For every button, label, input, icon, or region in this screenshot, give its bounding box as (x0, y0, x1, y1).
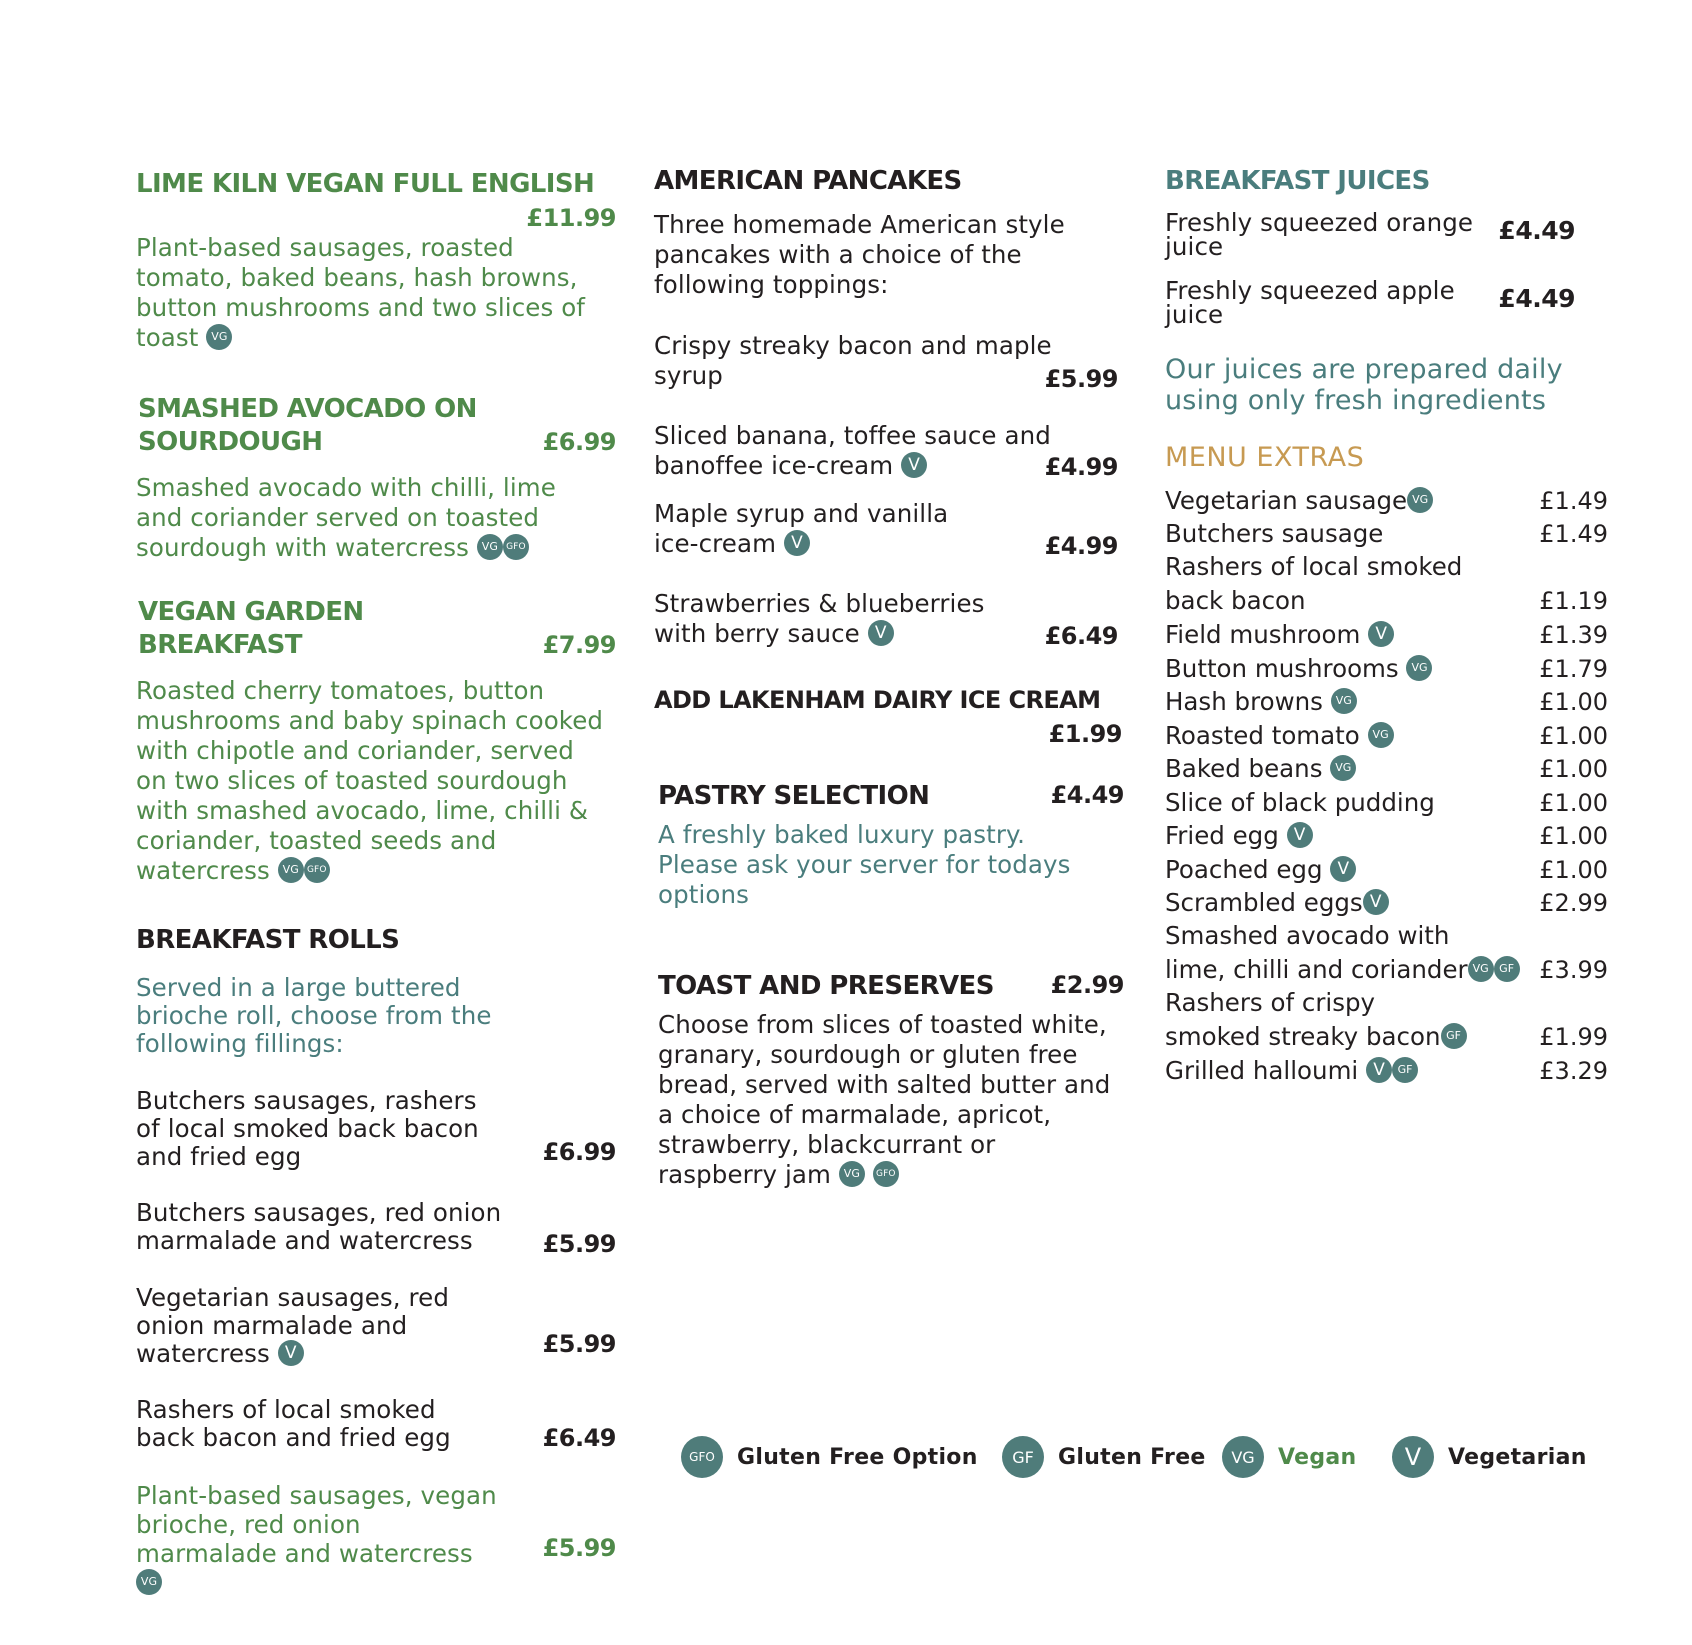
pancake-item-price: £4.99 (1044, 532, 1118, 560)
gluten-free-option-badge-icon: GFO (681, 1436, 723, 1478)
vegan-badge-icon: VG (1368, 722, 1394, 748)
section-description: Choose from slices of toasted white, granary, sourdough or gluten free bread, served with salted butter and a choice of marmalade, apricot, strawberry, blackcurrant or raspberry jam VG GFO (658, 1010, 1111, 1189)
addon-title: ADD LAKENHAM DAIRY ICE CREAM (654, 686, 1101, 714)
section-intro: Served in a large buttered brioche roll, choose from the following fillings: (136, 973, 492, 1058)
vegan-badge-icon: VG (477, 534, 503, 560)
vegetarian-badge-icon: V (784, 530, 810, 556)
roll-item-desc: Plant-based sausages, vegan brioche, red onion marmalade and watercress VG (136, 1481, 506, 1597)
item-title: LIME KILN VEGAN FULL ENGLISH (136, 169, 595, 199)
item-title: VEGAN GARDEN (138, 597, 364, 627)
pancake-item-desc: Maple syrup and vanilla ice-cream V (654, 499, 949, 558)
extra-item: Scrambled eggs V £2.99 (1165, 888, 1608, 917)
item-price: £7.99 (542, 631, 616, 659)
item-title-line-2: SOURDOUGH (138, 427, 323, 457)
extras-list (1165, 484, 1608, 1104)
extra-item: smoked streaky bacon GF £1.99 (1165, 1022, 1608, 1051)
extra-item: Fried egg V £1.00 (1165, 821, 1608, 850)
gluten-free-option-badge-icon: GFO (304, 857, 330, 883)
extra-item: Rashers of local smoked (1165, 552, 1463, 581)
section-intro: Three homemade American style pancakes with a choice of the following toppings: (654, 210, 1065, 299)
extra-item: Field mushroom V £1.39 (1165, 620, 1608, 649)
extra-item: Baked beans VG £1.00 (1165, 754, 1608, 783)
gluten-free-badge-icon: GF (1002, 1436, 1044, 1478)
extra-item: Grilled halloumi V GF £3.29 (1165, 1056, 1608, 1085)
gluten-free-option-badge-icon: GFO (873, 1161, 899, 1187)
section-title: BREAKFAST ROLLS (136, 925, 400, 955)
extra-item: Rashers of crispy (1165, 988, 1376, 1017)
extra-item: Button mushrooms VG £1.79 (1165, 654, 1608, 683)
pancake-item-desc: Sliced banana, toffee sauce and banoffee ice-cream V (654, 421, 1051, 480)
item-description: Smashed avocado with chilli, lime and coriander served on toasted sourdough with watercress VG GFO (136, 473, 556, 562)
item-price: £11.99 (526, 204, 616, 232)
vegetarian-badge-icon: V (1363, 889, 1389, 915)
section-title: AMERICAN PANCAKES (654, 166, 962, 196)
vegetarian-badge-icon: V (868, 620, 894, 646)
section-description: A freshly baked luxury pastry. Please ask your server for todays options (658, 820, 1071, 909)
vegan-badge-icon: VG (1468, 956, 1494, 982)
extra-item: Smashed avocado with (1165, 921, 1450, 950)
legend-gluten-free-option: GFO Gluten Free Option (681, 1435, 978, 1479)
item-price: £6.99 (542, 428, 616, 456)
vegan-badge-icon: VG (839, 1161, 865, 1187)
roll-item-price: £5.99 (542, 1330, 616, 1358)
legend-vegetarian: V Vegetarian (1392, 1435, 1587, 1479)
juice-item-desc: Freshly squeezed apple juice (1165, 276, 1455, 329)
extra-item: Butchers sausage £1.49 (1165, 519, 1608, 548)
gluten-free-option-badge-icon: GFO (503, 534, 529, 560)
juice-item-price: £4.49 (1498, 216, 1575, 245)
juice-item-desc: Freshly squeezed orange juice (1165, 208, 1474, 261)
pancake-item-desc: Crispy streaky bacon and maple syrup (654, 331, 1052, 390)
extra-item: Vegetarian sausage VG £1.49 (1165, 486, 1608, 515)
section-title: BREAKFAST JUICES (1165, 166, 1430, 196)
legend-gluten-free: GF Gluten Free (1002, 1435, 1206, 1479)
vegan-badge-icon: VG (206, 324, 232, 350)
vegan-badge-icon: VG (1331, 688, 1357, 714)
pancake-item-desc: Strawberries & blueberries with berry sauce V (654, 589, 985, 648)
extra-item: Roasted tomato VG £1.00 (1165, 721, 1608, 750)
extra-item: Hash browns VG £1.00 (1165, 687, 1608, 716)
roll-item-price: £6.49 (542, 1424, 616, 1452)
vegan-badge-icon: VG (136, 1569, 162, 1595)
legend-vegan: VG Vegan (1222, 1435, 1357, 1479)
gluten-free-badge-icon: GF (1392, 1057, 1418, 1083)
section-price: £2.99 (1050, 971, 1124, 999)
vegetarian-badge-icon: V (278, 1340, 304, 1366)
roll-item-desc: Butchers sausages, rashers of local smoked back bacon and fried egg (136, 1086, 479, 1171)
juices-note: Our juices are prepared daily using only fresh ingredients (1165, 354, 1563, 416)
extra-item: lime, chilli and coriander VG GF £3.99 (1165, 955, 1608, 984)
vegan-badge-icon: VG (278, 857, 304, 883)
roll-item-desc: Rashers of local smoked back bacon and fried egg (136, 1395, 451, 1452)
section-title: MENU EXTRAS (1165, 442, 1365, 473)
gluten-free-badge-icon: GF (1494, 956, 1520, 982)
vegan-badge-icon: VG (1222, 1436, 1264, 1478)
gluten-free-badge-icon: GF (1441, 1023, 1467, 1049)
vegetarian-badge-icon: V (1368, 621, 1394, 647)
roll-item-price: £5.99 (542, 1230, 616, 1258)
roll-item-desc: Vegetarian sausages, red onion marmalade and watercress V (136, 1283, 449, 1368)
addon-price: £1.99 (1048, 720, 1122, 748)
pancake-item-price: £4.99 (1044, 453, 1118, 481)
roll-item-desc: Butchers sausages, red onion marmalade and watercress (136, 1198, 502, 1255)
vegetarian-badge-icon: V (1330, 856, 1356, 882)
item-description: Roasted cherry tomatoes, button mushrooms and baby spinach cooked with chipotle and coriander, served on two slices of toasted sourdough with smashed avocado, lime, chilli & coriander, toasted seeds and watercress VG GFO (136, 676, 604, 885)
vegan-badge-icon: VG (1407, 487, 1433, 513)
vegan-badge-icon: VG (1406, 655, 1432, 681)
extra-item: back bacon £1.19 (1165, 586, 1608, 615)
pancake-item-price: £5.99 (1044, 365, 1118, 393)
pancake-item-price: £6.49 (1044, 622, 1118, 650)
section-price: £4.49 (1050, 781, 1124, 809)
item-description: Plant-based sausages, roasted tomato, baked beans, hash browns, button mushrooms and two slices of toast VG (136, 233, 586, 352)
item-title-line-2: BREAKFAST (138, 630, 302, 660)
roll-item-price: £5.99 (542, 1534, 616, 1562)
vegetarian-badge-icon: V (901, 452, 927, 478)
extra-item: Slice of black pudding £1.00 (1165, 788, 1608, 817)
roll-item-price: £6.99 (542, 1138, 616, 1166)
extra-item: Poached egg V £1.00 (1165, 855, 1608, 884)
vegan-badge-icon: VG (1330, 755, 1356, 781)
vegetarian-badge-icon: V (1287, 822, 1313, 848)
section-title: TOAST AND PRESERVES (658, 971, 994, 1001)
vegetarian-badge-icon: V (1392, 1436, 1434, 1478)
item-title: SMASHED AVOCADO ON (138, 394, 477, 424)
vegetarian-badge-icon: V (1366, 1057, 1392, 1083)
juice-item-price: £4.49 (1498, 284, 1575, 313)
section-title: PASTRY SELECTION (658, 781, 930, 811)
